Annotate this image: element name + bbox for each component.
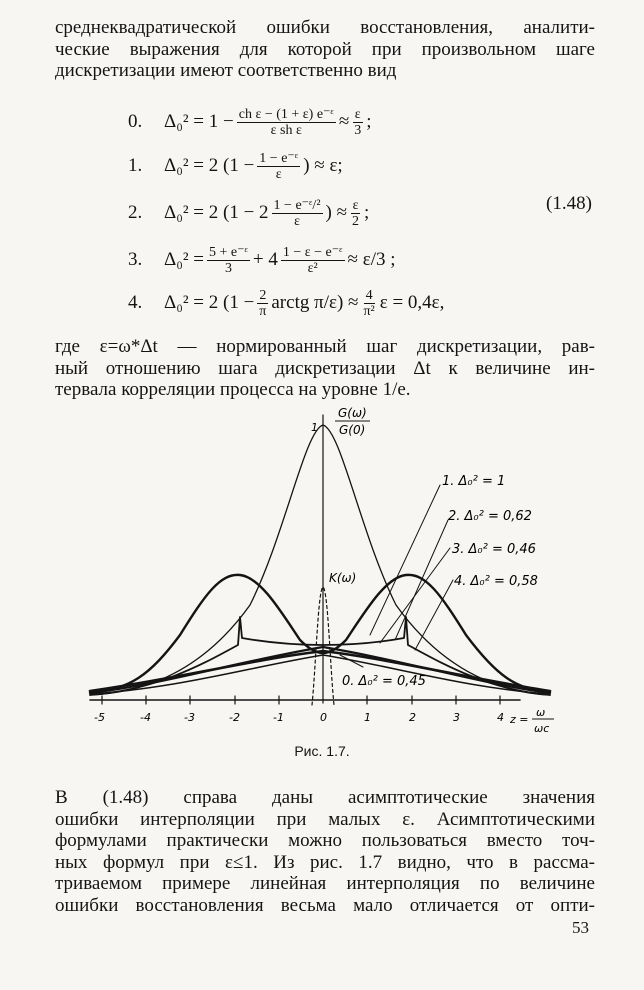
- text-line: где ε=ω*Δt — нормированный шаг дискретизации, рав-: [55, 336, 595, 357]
- x-tick-label: -1: [273, 711, 284, 724]
- x-tick-label: 3: [453, 711, 460, 724]
- text-line: среднеквадратической ошибки восстановления, аналити-: [55, 17, 595, 38]
- equation-lhs: Δ₀² = 2 (1 − 2: [164, 202, 269, 223]
- text-line: ный отношению шага дискретизации Δt к величине ин-: [55, 357, 595, 379]
- equation-operator: arctg π/ε) ≈: [271, 292, 359, 313]
- equation-index: 1.: [128, 155, 143, 176]
- text-line: триваемом примере линейная интерполяция по величине: [55, 873, 595, 894]
- x-tick-label: -2: [229, 711, 240, 724]
- x-var-label: z =: [510, 713, 529, 726]
- equation-lhs: Δ₀² = 1 −: [164, 111, 234, 132]
- numerator: ε: [354, 106, 361, 122]
- page-number: 53: [572, 918, 589, 937]
- denominator: ε: [294, 213, 300, 229]
- x-tick-label: -3: [184, 711, 195, 724]
- x-label-numerator: ω: [536, 706, 546, 719]
- equation-index: 3.: [128, 249, 143, 270]
- x-tick-label: 2: [409, 711, 416, 724]
- fraction: [237, 107, 336, 138]
- mid-paragraph: [55, 336, 595, 401]
- text-line: тервала корреляции процесса на уровне 1/e.: [55, 379, 411, 400]
- x-tick-label: 4: [497, 711, 504, 724]
- equation-4: [128, 283, 444, 323]
- numerator: 2: [259, 287, 267, 303]
- numerator: 1 − ε − e⁻ᵋ: [282, 244, 343, 260]
- text-line: ческие выражения для которой при произвольном шаге: [55, 38, 595, 60]
- denominator: 2: [352, 213, 360, 229]
- fraction: [272, 198, 323, 229]
- numerator: 1 − e⁻ᵋ/²: [273, 197, 321, 213]
- fraction: [257, 288, 268, 319]
- numerator: ε: [352, 197, 359, 213]
- x-tick-labels: [94, 711, 504, 724]
- denominator: ε sh ε: [270, 122, 302, 138]
- curve-label-3: 3. Δ₀² = 0,46: [452, 542, 536, 557]
- top-paragraph: [55, 17, 595, 82]
- numerator: 1 − e⁻ᵋ: [259, 150, 299, 166]
- text-line: ных формул при ε≤1. Из рис. 1.7 видно, что в рассма-: [55, 851, 595, 873]
- denominator: π²: [363, 303, 375, 319]
- x-tick-label: -5: [94, 711, 105, 724]
- equation-operator: ≈: [338, 111, 350, 132]
- equation-operator: ) ≈ ε;: [303, 155, 343, 176]
- fraction: [350, 198, 361, 229]
- equation-end: ;: [366, 111, 372, 132]
- denominator: 3: [224, 260, 232, 276]
- denominator: 3: [354, 122, 362, 138]
- y-label-denominator: G(0): [339, 423, 366, 437]
- y-label-numerator: G(ω): [338, 406, 367, 420]
- equation-lhs: Δ₀² = 2 (1 −: [164, 155, 255, 176]
- numerator: 5 + e⁻ᵋ: [209, 244, 248, 260]
- numerator: ch ε − (1 + ε) e⁻ᵋ: [238, 106, 334, 122]
- text-line: формулами практически можно пользоваться вместо точ-: [55, 830, 595, 851]
- text-line: ошибки интерполяции при малых ε. Асимптотическими: [55, 808, 595, 830]
- equation-operator: + 4: [252, 249, 278, 270]
- equation-lhs: Δ₀² =: [164, 249, 205, 270]
- equation-operator: ) ≈: [325, 202, 348, 223]
- equation-index: 4.: [128, 292, 143, 313]
- equation-end: ε = 0,4ε,: [379, 292, 445, 313]
- bottom-paragraph: [55, 787, 595, 916]
- equation-2: [128, 193, 369, 233]
- text-line: В (1.48) справа даны асимптотические значения: [55, 787, 595, 808]
- fraction: [207, 245, 250, 276]
- figure-caption: Рис. 1.7.: [294, 743, 350, 759]
- equation-index: 0.: [128, 111, 143, 132]
- fraction: [361, 288, 376, 319]
- equation-0: [128, 102, 372, 142]
- figure-1-7: [80, 405, 560, 740]
- numerator: 4: [365, 287, 373, 303]
- text-line: ошибки восстановления весьма мало отличается от опти-: [55, 894, 595, 916]
- y-tick-1: 1: [311, 421, 318, 434]
- curve-label-0: 0. Δ₀² = 0,45: [342, 674, 426, 689]
- equation-lhs: Δ₀² = 2 (1 −: [164, 292, 255, 313]
- x-label-denominator: ωc: [534, 722, 550, 735]
- fraction: [281, 245, 345, 276]
- equation-end: ;: [364, 202, 370, 223]
- fraction: [352, 107, 363, 138]
- x-tick-label: -4: [140, 711, 151, 724]
- text-line: дискретизации имеют соответственно вид: [55, 60, 397, 81]
- curve-label-2: 2. Δ₀² = 0,62: [448, 509, 532, 524]
- curve-label-1: 1. Δ₀² = 1: [442, 474, 506, 489]
- equation-3: [128, 240, 396, 280]
- x-tick-label: 0: [320, 711, 327, 724]
- curve-label-4: 4. Δ₀² = 0,58: [454, 574, 538, 589]
- equation-index: 2.: [128, 202, 143, 223]
- denominator: π: [259, 303, 267, 319]
- equation-end: ≈ ε/3 ;: [347, 249, 396, 270]
- x-tick-label: 1: [364, 711, 371, 724]
- denominator: ε²: [307, 260, 318, 276]
- equation-1: [128, 146, 343, 186]
- denominator: ε: [275, 166, 282, 182]
- fraction: [257, 151, 300, 182]
- curve-1: [90, 575, 550, 692]
- k-label: K(ω): [329, 571, 357, 585]
- equation-number: (1.48): [546, 193, 592, 214]
